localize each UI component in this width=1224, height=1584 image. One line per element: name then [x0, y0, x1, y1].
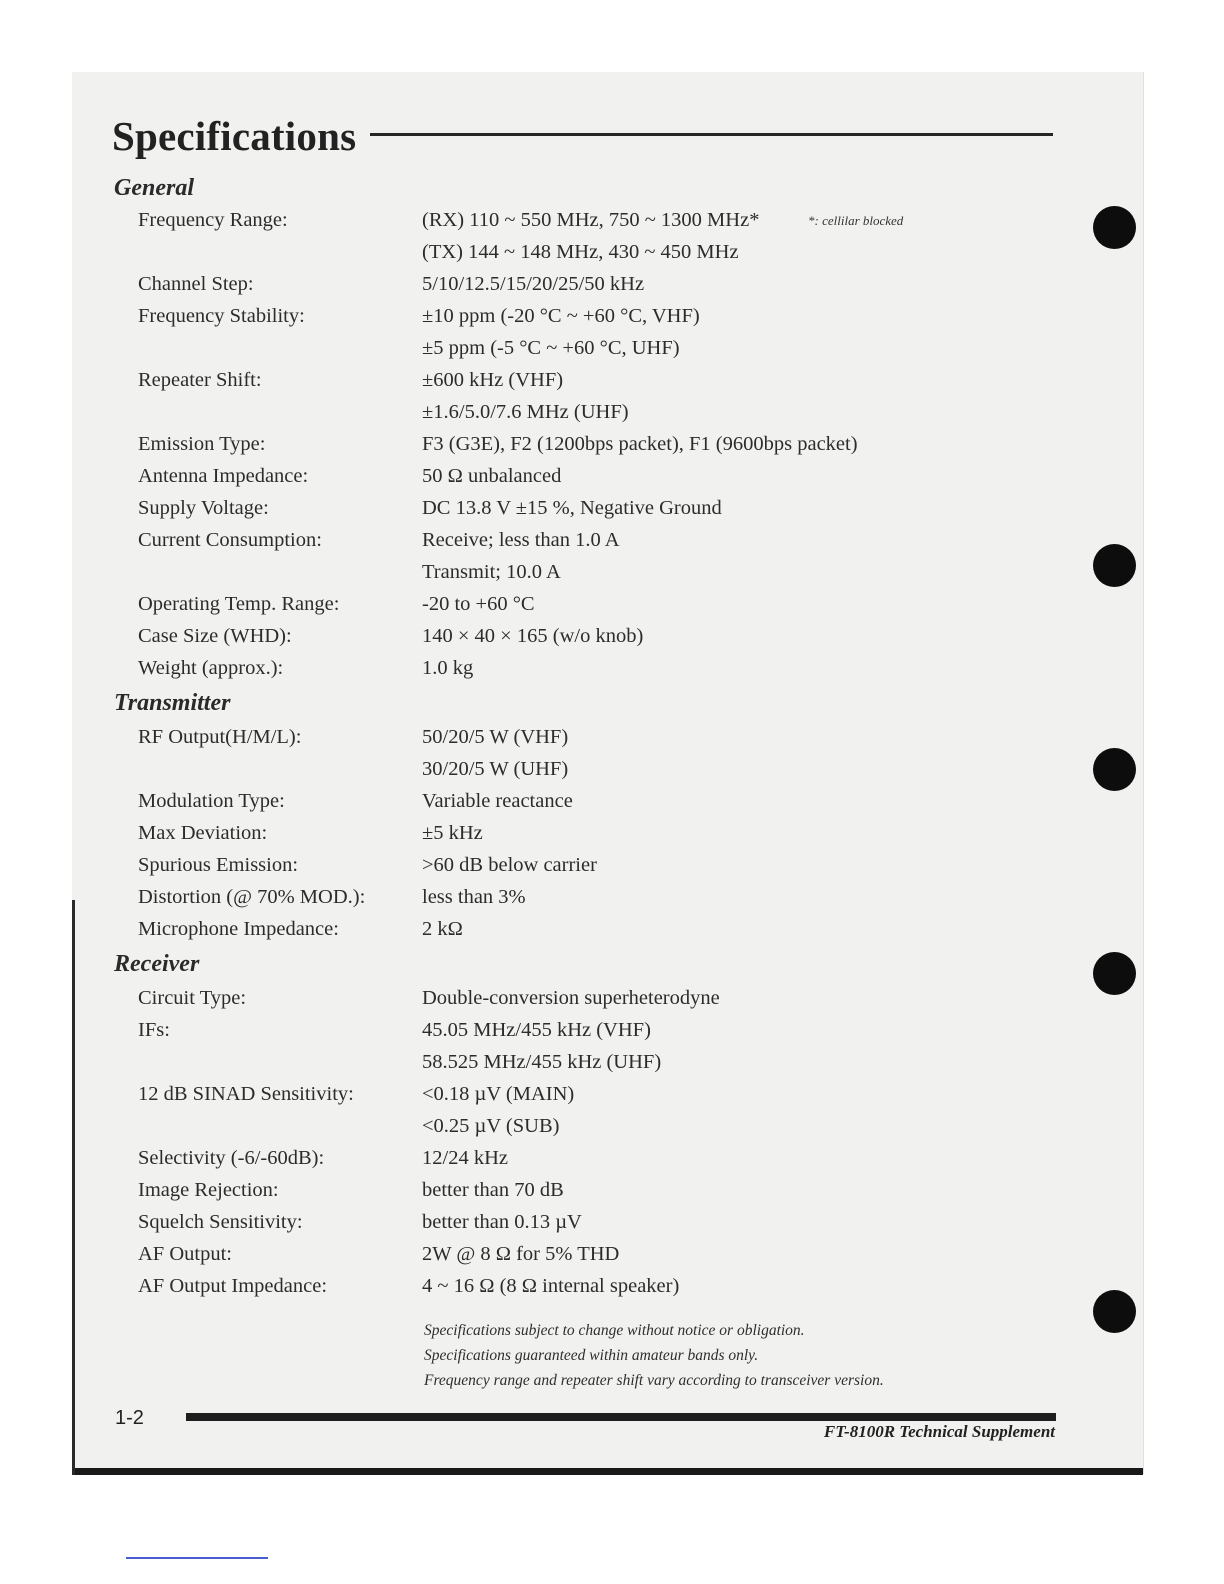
- spec-value: better than 70 dB: [422, 1179, 564, 1201]
- spec-label: 12 dB SINAD Sensitivity:: [138, 1083, 354, 1105]
- binder-hole-icon: [1093, 1290, 1136, 1333]
- binder-hole-icon: [1093, 206, 1136, 249]
- footnote: Specifications guaranteed within amateur bands only.: [424, 1347, 759, 1364]
- spec-label: Max Deviation:: [138, 822, 268, 844]
- spec-label: Supply Voltage:: [138, 497, 269, 519]
- spec-value: <0.25 µV (SUB): [422, 1115, 560, 1137]
- binder-hole-icon: [1093, 544, 1136, 587]
- spec-row: [72, 1051, 1072, 1081]
- spec-value: (TX) 144 ~ 148 MHz, 430 ~ 450 MHz: [422, 241, 739, 263]
- spec-row: [72, 305, 1072, 335]
- spec-row: [72, 497, 1072, 527]
- document-page: [72, 72, 1144, 1474]
- spec-value: -20 to +60 °C: [422, 593, 535, 615]
- section-heading-general: General: [114, 175, 194, 201]
- binder-hole-icon: [1093, 952, 1136, 995]
- spec-label: Current Consumption:: [138, 529, 322, 551]
- spec-row: [72, 758, 1072, 788]
- spec-label: Frequency Stability:: [138, 305, 305, 327]
- scan-edge-shadow: [72, 1468, 1143, 1475]
- title-row: [112, 112, 1056, 168]
- spec-label: Distortion (@ 70% MOD.):: [138, 886, 366, 908]
- footer-rule: [186, 1413, 1056, 1421]
- spec-value: (RX) 110 ~ 550 MHz, 750 ~ 1300 MHz*: [422, 209, 760, 231]
- link-underline: [126, 1557, 268, 1559]
- spec-value: 45.05 MHz/455 kHz (VHF): [422, 1019, 651, 1041]
- page-title: Specifications: [112, 113, 357, 159]
- spec-row: [72, 593, 1072, 623]
- spec-value: 140 × 40 × 165 (w/o knob): [422, 625, 644, 647]
- spec-value: 30/20/5 W (UHF): [422, 758, 569, 780]
- spec-value: DC 13.8 V ±15 %, Negative Ground: [422, 497, 722, 519]
- spec-row: [72, 209, 1072, 239]
- spec-row: [72, 1147, 1072, 1177]
- spec-row: [72, 337, 1072, 367]
- spec-label: AF Output Impedance:: [138, 1275, 328, 1297]
- spec-label: AF Output:: [138, 1243, 232, 1265]
- spec-value: less than 3%: [422, 886, 526, 908]
- spec-label: Spurious Emission:: [138, 854, 299, 876]
- spec-row: [72, 529, 1072, 559]
- spec-row: [72, 241, 1072, 271]
- spec-label: Repeater Shift:: [138, 369, 262, 391]
- spec-value: >60 dB below carrier: [422, 854, 597, 876]
- spec-value: Transmit; 10.0 A: [422, 561, 561, 583]
- spec-row: [72, 987, 1072, 1017]
- spec-row: [72, 401, 1072, 431]
- spec-row: [72, 1275, 1072, 1305]
- spec-value: 5/10/12.5/15/20/25/50 kHz: [422, 273, 645, 295]
- spec-value: ±600 kHz (VHF): [422, 369, 564, 391]
- spec-row: [72, 465, 1072, 495]
- section-heading-receiver: Receiver: [114, 951, 200, 977]
- spec-label: Modulation Type:: [138, 790, 285, 812]
- spec-label: Operating Temp. Range:: [138, 593, 340, 615]
- spec-row: [72, 369, 1072, 399]
- spec-label: Frequency Range:: [138, 209, 288, 231]
- spec-label: Channel Step:: [138, 273, 254, 295]
- spec-row: [72, 1243, 1072, 1273]
- spec-value: 2W @ 8 Ω for 5% THD: [422, 1243, 620, 1265]
- spec-label: Image Rejection:: [138, 1179, 279, 1201]
- spec-label: RF Output(H/M/L):: [138, 726, 302, 748]
- spec-value: ±5 kHz: [422, 822, 483, 844]
- spec-value: 4 ~ 16 Ω (8 Ω internal speaker): [422, 1275, 680, 1297]
- spec-label: Case Size (WHD):: [138, 625, 292, 647]
- spec-value: 1.0 kg: [422, 657, 474, 679]
- spec-label: IFs:: [138, 1019, 170, 1041]
- spec-row: [72, 726, 1072, 756]
- spec-row: [72, 1083, 1072, 1113]
- page-number: 1-2: [115, 1407, 144, 1429]
- spec-value: 50/20/5 W (VHF): [422, 726, 569, 748]
- spec-row: [72, 433, 1072, 463]
- spec-row: [72, 790, 1072, 820]
- spec-row: [72, 1179, 1072, 1209]
- spec-row: [72, 561, 1072, 591]
- spec-row: [72, 854, 1072, 884]
- spec-row: [72, 918, 1072, 948]
- spec-value: better than 0.13 µV: [422, 1211, 582, 1233]
- scan-edge-shadow: [72, 900, 75, 1475]
- spec-value: Double-conversion superheterodyne: [422, 987, 720, 1009]
- spec-label: Weight (approx.):: [138, 657, 284, 679]
- spec-value: Variable reactance: [422, 790, 573, 812]
- spec-label: Microphone Impedance:: [138, 918, 339, 940]
- spec-label: Emission Type:: [138, 433, 266, 455]
- footnotes: [424, 1318, 884, 1393]
- binder-hole-icon: [1093, 748, 1136, 791]
- spec-value: 2 kΩ: [422, 918, 463, 940]
- footnote: Specifications subject to change without notice or obligation.: [424, 1322, 805, 1339]
- spec-row: [72, 625, 1072, 655]
- footer-document-title: FT-8100R Technical Supplement: [823, 1422, 1055, 1441]
- section-heading-transmitter: Transmitter: [114, 690, 231, 716]
- spec-row: [72, 822, 1072, 852]
- spec-row: [72, 1115, 1072, 1145]
- footnote: Frequency range and repeater shift vary according to transceiver version.: [424, 1372, 884, 1389]
- spec-row: [72, 657, 1072, 687]
- title-rule: [370, 133, 1053, 136]
- spec-value: 12/24 kHz: [422, 1147, 508, 1169]
- spec-label: Antenna Impedance:: [138, 465, 309, 487]
- spec-label: Squelch Sensitivity:: [138, 1211, 303, 1233]
- spec-value: Receive; less than 1.0 A: [422, 529, 620, 551]
- spec-value: ±1.6/5.0/7.6 MHz (UHF): [422, 401, 629, 423]
- spec-value: ±5 ppm (-5 °C ~ +60 °C, UHF): [422, 337, 680, 359]
- spec-row: [72, 886, 1072, 916]
- spec-row: [72, 1211, 1072, 1241]
- spec-label: Selectivity (-6/-60dB):: [138, 1147, 325, 1169]
- spec-value: 58.525 MHz/455 kHz (UHF): [422, 1051, 662, 1073]
- spec-value: <0.18 µV (MAIN): [422, 1083, 575, 1105]
- spec-value: F3 (G3E), F2 (1200bps packet), F1 (9600bps packet): [422, 433, 858, 455]
- spec-row: [72, 273, 1072, 303]
- spec-label: Circuit Type:: [138, 987, 247, 1009]
- spec-value: 50 Ω unbalanced: [422, 465, 562, 487]
- spec-value: ±10 ppm (-20 °C ~ +60 °C, VHF): [422, 305, 700, 327]
- spec-row: [72, 1019, 1072, 1049]
- cellular-note: *: cellilar blocked: [808, 213, 904, 228]
